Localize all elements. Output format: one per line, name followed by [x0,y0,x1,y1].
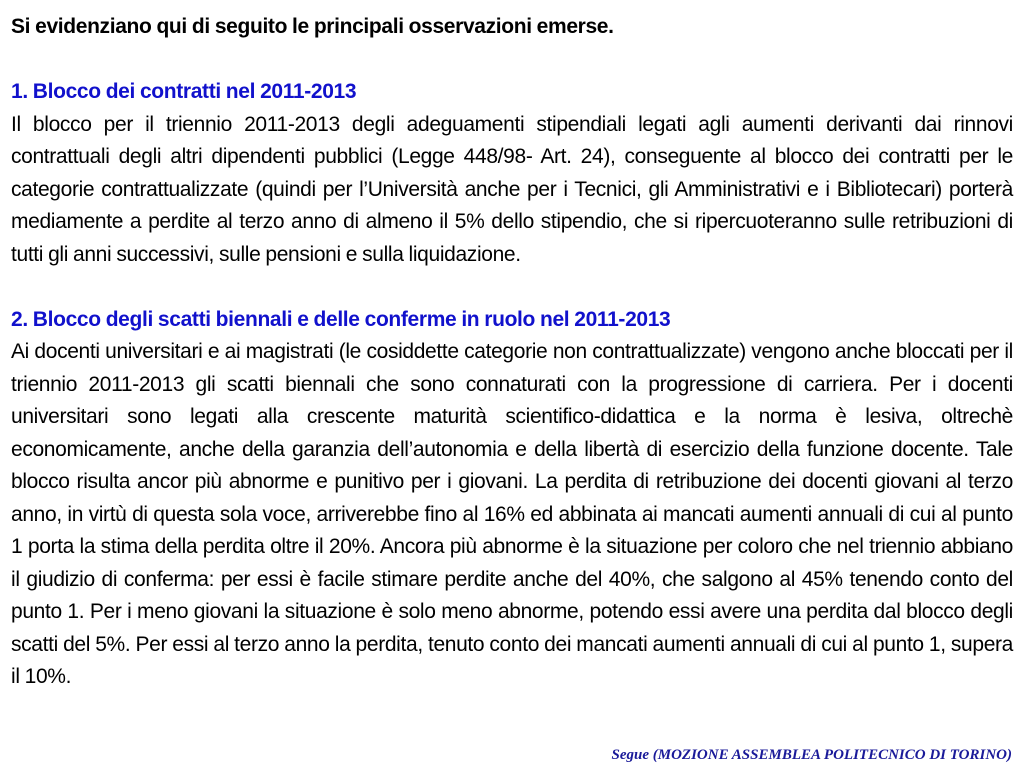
section-2-body: Ai docenti universitari e ai magistrati (le cosiddette categorie non contrattualizzate) vengono anche bloccati per il triennio 2011-2013 gli scatti biennali che sono connaturati con la progressione di carriera. Per i docenti universitari sono legati alla crescente maturità scientifico-didattica e la norma è lesiva, oltrechè economicamente, anche della garanzia dell’autonomia e della libertà di esercizio della funzione docente. Tale blocco risulta ancor più abnorme e punitivo per i giovani. La perdita di retribuzione dei docenti giovani al terzo anno, in virtù di questa sola voce, arriverebbe fino al 16% ed abbinata ai mancati aumenti annuali di cui al punto 1 porta la stima della perdita oltre il 20%. Ancora più abnorme è la situazione per coloro che nel triennio abbiano il giudizio di conferma: per essi è facile stimare perdite anche del 40%, che salgono al 45% tenendo conto del punto 1. Per i meno giovani la situazione è solo meno abnorme, potendo essi avere una perdita dal blocco degli scatti del 5%. Per essi al terzo anno la perdita, tenuto conto dei mancati aumenti annuali di cui al punto 1, supera il 10%. [11,340,1013,688]
spacer [11,44,1013,77]
section-2-heading: 2. Blocco degli scatti biennali e delle conferme in ruolo nel 2011-2013 [11,307,671,331]
footer-note: Segue (MOZIONE ASSEMBLEA POLITECNICO DI TORINO) [611,747,1012,763]
spacer [11,271,1013,304]
section-1-body: Il blocco per il triennio 2011-2013 degli adeguamenti stipendiali legati agli aumenti derivanti dai rinnovi contrattuali degli altri dipendenti pubblici (Legge 448/98- Art. 24), conseguente al blocco dei contratti per le categorie contrattualizzate (quindi per l’Università anche per i Tecnici, gli Amministrativi e i Bibliotecari) porterà mediamente a perdite al terzo anno di almeno il 5% dello stipendio, che si ripercuoteranno sulle retribuzioni di tutti gli anni successivi, sulle pensioni e sulla liquidazione. [11,112,1013,266]
intro-text: Si evidenziano qui di seguito le principali osservazioni emerse. [11,15,614,38]
slide-content [11,11,1013,694]
section-1-heading: 1. Blocco dei contratti nel 2011-2013 [11,80,357,103]
